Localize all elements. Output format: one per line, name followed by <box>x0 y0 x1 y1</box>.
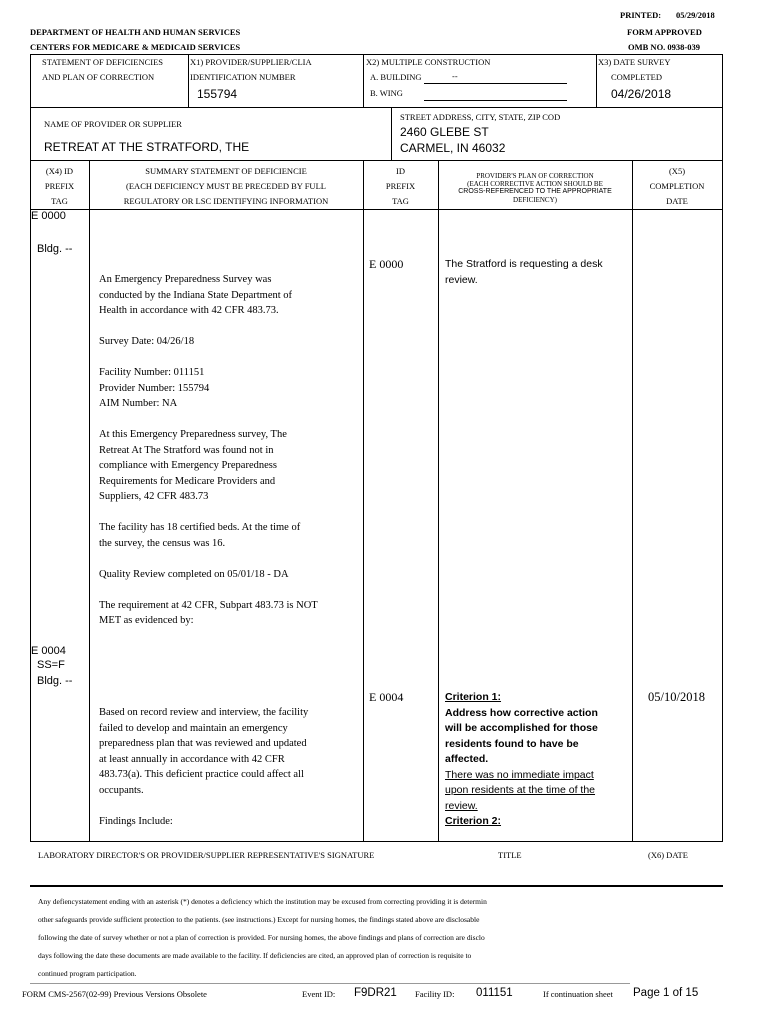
x2-building-value: -- <box>452 71 458 81</box>
summary-header-2: (EACH DEFICIENCY MUST BE PRECEDED BY FULL <box>126 181 326 191</box>
x3-label-2: COMPLETED <box>611 72 662 82</box>
x3-label-1: X3) DATE SURVEY <box>598 57 671 67</box>
summary-header-1: SUMMARY STATEMENT OF DEFICIENCIE <box>145 166 307 176</box>
criterion-1-text: Address how corrective action will be accomplished for those residents found to have be affected. <box>445 706 598 765</box>
x1-value: 155794 <box>197 87 238 101</box>
x4-header-3: TAG <box>51 196 68 206</box>
x1-label-1: X1) PROVIDER/SUPPLIER/CLIA <box>190 57 312 67</box>
plan-text-1: The Stratford is requesting a desk review. <box>445 258 603 286</box>
provider-label: NAME OF PROVIDER OR SUPPLIER <box>44 119 182 129</box>
x2-building-label: A. BUILDING <box>370 72 422 82</box>
street-label: STREET ADDRESS, CITY, STATE, ZIP COD <box>400 112 561 122</box>
facility-id-label: Facility ID: <box>415 989 455 999</box>
tag-ssf: SS=F <box>37 659 65 671</box>
footer-form: FORM CMS-2567(02-99) Previous Versions Obsolete <box>22 989 207 999</box>
summary-para: Survey Date: 04/26/18 <box>99 336 195 347</box>
summary-para: The requirement at 42 CFR, Subpart 483.73 is NOT MET as evidenced by: <box>99 599 318 626</box>
id-header-1: ID <box>396 166 405 176</box>
printed-date: 05/29/2018 <box>676 10 715 20</box>
printed-label: PRINTED: <box>620 10 662 20</box>
summary-block-2 <box>99 705 361 845</box>
title-label: TITLE <box>498 850 522 860</box>
summary-para: Based on record review and interview, the facility failed to develop and maintain an emergency preparedness plan that was reviewed and updated at least annually in accordance with 42 CFR 483.73(a). This deficient practice could affect all occupants. <box>99 707 309 796</box>
centers-title: CENTERS FOR MEDICARE & MEDICAID SERVICES <box>30 42 241 52</box>
omb-number: OMB NO. 0938-039 <box>628 42 701 52</box>
plan-header-3: CROSS-REFERENCED TO THE APPROPRIATE <box>458 188 612 195</box>
plan-header-2: (EACH CORRECTIVE ACTION SHOULD BE <box>467 180 603 188</box>
street-line-1: 2460 GLEBE ST <box>400 125 489 139</box>
plan-block-2 <box>445 690 630 830</box>
id-tag-e0004: E 0004 <box>369 690 404 704</box>
tag-bldg-2: Bldg. -- <box>37 675 73 687</box>
continuation-label: If continuation sheet <box>543 989 613 999</box>
disclaimer-text: Any defiencystatement ending with an asterisk (*) denotes a deficiency which the institution may be excused from correcting providing it is determin other safeguards provide sufficient protection to the patients. (see instructions.) Except for nursing homes, the findings stated above are disclosable following the date of survey whether or not a plan of correction is provided. For nursing homes, the above findings and plans of correction are disclo days following the date these documents are made available to the facility. If deficiencies are cited, an approved plan of correction is requisite to continued program participation. <box>38 897 487 978</box>
criterion-1-heading: Criterion 1: <box>445 691 502 703</box>
id-header-2: PREFIX <box>385 181 416 191</box>
id-tag-e0000: E 0000 <box>369 257 404 271</box>
form-approved: FORM APPROVED <box>627 27 702 37</box>
street-line-2: CARMEL, IN 46032 <box>400 141 506 155</box>
page-number: Page 1 of 15 <box>633 987 699 999</box>
summary-para: An Emergency Preparedness Survey was conducted by the Indiana State Department of Health in accordance with 42 CFR 483.73. <box>99 274 293 316</box>
x2-wing-label: B. WING <box>370 88 403 98</box>
tag-bldg-1: Bldg. -- <box>37 243 73 255</box>
provider-name: RETREAT AT THE STRATFORD, THE <box>44 140 250 154</box>
x5-header-1: (X5) <box>668 166 686 176</box>
tag-e0000: E 0000 <box>31 210 66 222</box>
x3-value: 04/26/2018 <box>611 87 672 101</box>
summary-para: At this Emergency Preparedness survey, The Retreat At The Stratford was found not in compliance with Emergency Preparedness Requirements for Medicare Providers and Suppliers, 42 CFR 483.73 <box>99 429 287 502</box>
id-header-3: TAG <box>392 196 409 206</box>
event-id-label: Event ID: <box>302 989 336 999</box>
x4-header-1: (X4) ID <box>45 166 74 176</box>
signature-label: LABORATORY DIRECTOR'S OR PROVIDER/SUPPLIER REPRESENTATIVE'S SIGNATURE <box>38 850 375 860</box>
summary-header-3: REGULATORY OR LSC IDENTIFYING INFORMATION <box>123 196 329 206</box>
department-title: DEPARTMENT OF HEALTH AND HUMAN SERVICES <box>30 27 241 37</box>
x4-header-2: PREFIX <box>44 181 75 191</box>
x5-header-3: DATE <box>666 196 688 206</box>
criterion-1-response: There was no immediate impact upon residents at the time of the review. <box>445 768 596 812</box>
summary-block-1 <box>99 272 361 644</box>
x2-label: X2) MULTIPLE CONSTRUCTION <box>366 57 491 67</box>
date-label: (X6) DATE <box>648 850 688 860</box>
summary-para: Quality Review completed on 05/01/18 - DA <box>99 568 289 580</box>
x5-header-2: COMPLETION <box>649 181 705 191</box>
plan-header-4: DEFICIENCY) <box>513 196 557 204</box>
plan-header-1: PROVIDER'S PLAN OF CORRECTION <box>476 172 594 180</box>
statement-label-2: AND PLAN OF CORRECTION <box>42 72 155 82</box>
criterion-2-heading: Criterion 2: <box>445 815 502 827</box>
summary-para: Facility Number: 011151 Provider Number: 155794 AIM Number: NA <box>99 367 210 409</box>
event-id-value: F9DR21 <box>354 987 397 999</box>
x1-label-2: IDENTIFICATION NUMBER <box>190 72 296 82</box>
facility-id-value: 011151 <box>476 987 513 999</box>
completion-date: 05/10/2018 <box>648 690 705 704</box>
statement-label-1: STATEMENT OF DEFICIENCIES <box>42 57 164 67</box>
summary-para: Findings Include: <box>99 815 173 827</box>
tag-e0004: E 0004 <box>31 645 66 657</box>
summary-para: The facility has 18 certified beds. At the time of the survey, the census was 16. <box>99 522 301 549</box>
